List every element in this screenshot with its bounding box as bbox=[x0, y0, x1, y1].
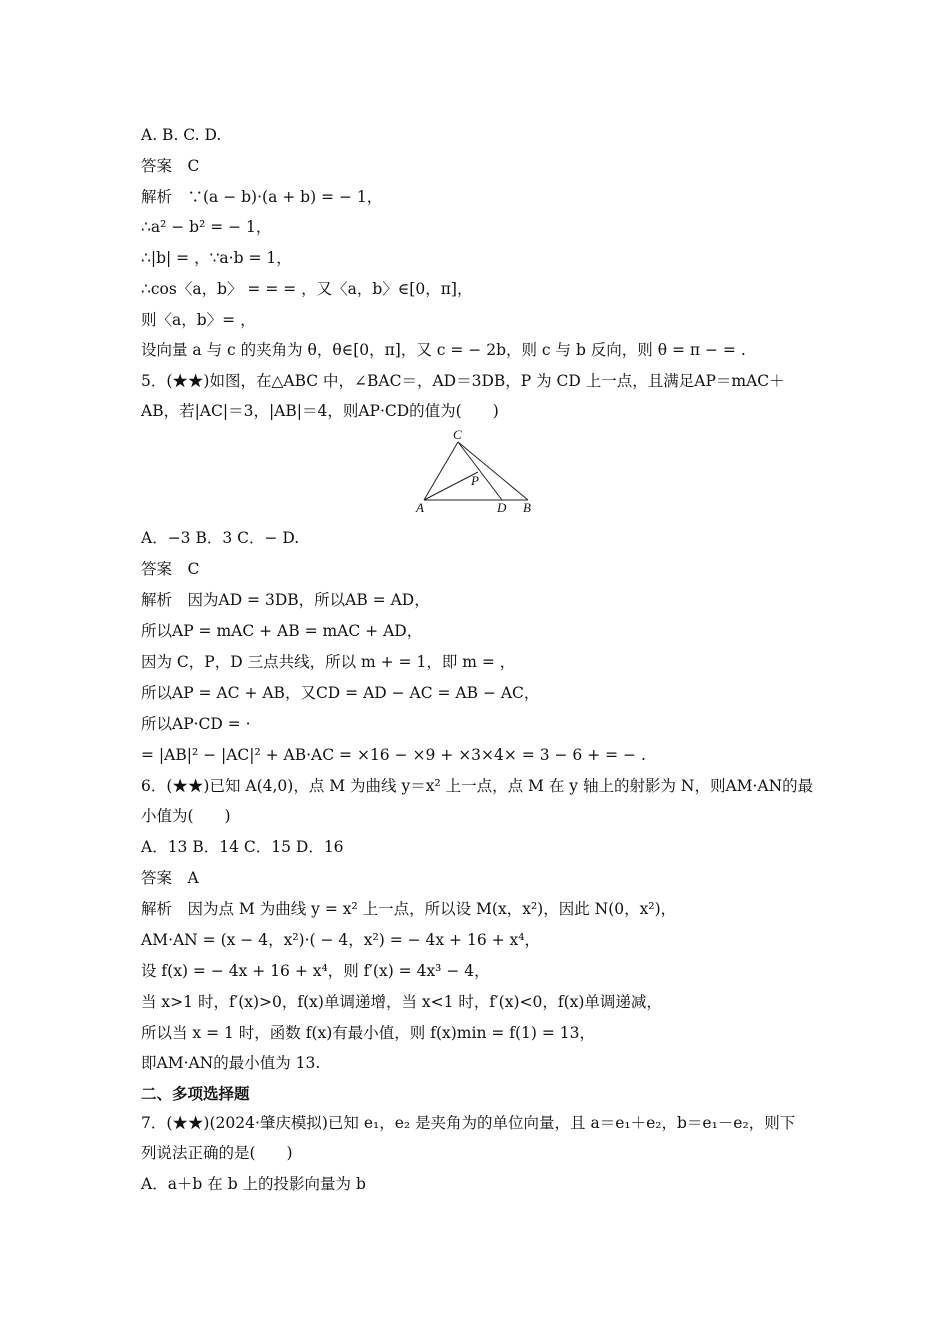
options-q4: A. B. C. D. bbox=[141, 126, 222, 144]
option-a-q7: A．a＋b 在 b 上的投影向量为 b bbox=[141, 1175, 366, 1193]
analysis-line: 解析 因为点 M 为曲线 y = x² 上一点，所以设 M(x，x²)，因此 N(0，x²)， bbox=[141, 900, 677, 918]
side-cb bbox=[458, 442, 528, 500]
analysis-line: 所以AP = AC + AB，又CD = AD − AC = AB − AC， bbox=[141, 684, 540, 702]
answer-q6: 答案 A bbox=[141, 869, 199, 887]
question-7-cont: 列说法正确的是( ) bbox=[141, 1144, 293, 1162]
question-6: 6．(★★)已知 A(4,0)，点 M 为曲线 y＝x² 上一点，点 M 在 y 轴上的射影为 N，则AM·AN的最 bbox=[141, 777, 814, 795]
options-q5: A．−3 B．3 C．− D. bbox=[141, 529, 300, 547]
question-7: 7．(★★)(2024·肇庆模拟)已知 e₁，e₂ 是夹角为的单位向量，且 a＝e₁＋e₂，b＝e₁－e₂，则下 bbox=[141, 1114, 796, 1132]
question-6-cont: 小值为( ) bbox=[141, 807, 231, 825]
analysis-line: 因为 C，P，D 三点共线，所以 m + = 1，即 m = ， bbox=[141, 653, 516, 671]
analysis-line: ∴|b| = ，∵a·b = 1， bbox=[141, 249, 292, 267]
analysis-line: ∴a² − b² = − 1， bbox=[141, 218, 272, 236]
label-b: B bbox=[523, 500, 531, 515]
question-5-cont: AB，若|AC|＝3，|AB|＝4，则AP·CD的值为( ) bbox=[141, 402, 499, 420]
options-q6: A．13 B．14 C．15 D．16 bbox=[141, 838, 344, 856]
analysis-line: AM·AN = (x − 4，x²)·( − 4，x²) = − 4x + 16 + x⁴， bbox=[141, 931, 540, 949]
section-heading: 二、多项选择题 bbox=[141, 1084, 250, 1103]
analysis-line: = |AB|² − |AC|² + AB·AC = ×16 − ×9 + ×3×4× = 3 − 6 + = − . bbox=[141, 746, 646, 764]
analysis-line: 当 x>1 时，f′(x)>0，f(x)单调递增，当 x<1 时，f′(x)<0，f(x)单调递减， bbox=[141, 993, 662, 1011]
answer-q4: 答案 C bbox=[141, 157, 200, 175]
segment-cd bbox=[458, 442, 502, 500]
label-d: D bbox=[497, 500, 507, 515]
analysis-line: 设向量 a 与 c 的夹角为 θ，θ∈[0，π]，又 c = − 2b，则 c 与 b 反向，则 θ = π − = . bbox=[141, 341, 746, 359]
label-p: P bbox=[471, 473, 479, 488]
analysis-line: 设 f(x) = − 4x + 16 + x⁴，则 f′(x) = 4x³ − 4， bbox=[141, 962, 490, 980]
analysis-line: 所以当 x = 1 时，函数 f(x)有最小值，则 f(x)min = f(1) = 13， bbox=[141, 1024, 596, 1042]
analysis-line: 解析 因为AD = 3DB，所以AB = AD， bbox=[141, 591, 430, 609]
analysis-line: 所以AP·CD = · bbox=[141, 715, 251, 733]
analysis-line: ∴cos〈a，b〉 = = = ，又〈a，b〉∈[0，π]， bbox=[141, 280, 473, 298]
analysis-line: 解析 ∵(a − b)·(a + b) = − 1， bbox=[141, 188, 383, 206]
question-5: 5．(★★)如图，在△ABC 中，∠BAC＝，AD＝3DB，P 为 CD 上一点，且满足AP＝mAC＋ bbox=[141, 372, 785, 390]
label-a: A bbox=[416, 500, 424, 515]
triangle-figure bbox=[410, 428, 550, 518]
analysis-line: 即AM·AN的最小值为 13. bbox=[141, 1054, 321, 1072]
answer-q5: 答案 C bbox=[141, 560, 200, 578]
label-c: C bbox=[453, 428, 462, 442]
analysis-line: 所以AP = mAC + AB = mAC + AD， bbox=[141, 622, 423, 640]
analysis-line: 则〈a，b〉= ， bbox=[141, 311, 256, 329]
